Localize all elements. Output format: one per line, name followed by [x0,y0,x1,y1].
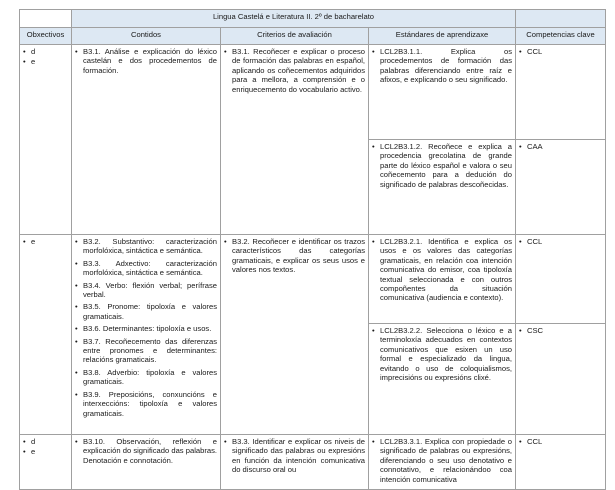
competence-item: • CSC [519,326,602,335]
standards-cell [369,235,516,324]
table-row [20,45,606,140]
objective-item: • d [23,437,68,446]
content-item: • B3.2. Substantivo: caracterización morfolóxica, sintáctica e semántica. [75,237,217,256]
header-objectives: Obxectivos [20,28,72,45]
criteria-cell [221,435,369,490]
standards-cell [369,324,516,435]
criteria-cell [221,45,369,235]
objective-item: • e [23,237,68,246]
header-contents: Contidos [72,28,221,45]
blank-corner-cell [20,10,72,28]
standards-cell [369,435,516,490]
table-title: Lingua Castelá e Literatura II. 2º de bacharelato [72,10,516,28]
content-item: • B3.5. Pronome: tipoloxía e valores gramaticais. [75,302,217,321]
table-title-filler [516,10,606,28]
standard-item: • LCL2B3.2.1. Identifica e explica os usos e os valores das categorías gramaticais, en relación coa intención comunicativa do emisor, coa tipoloxía textual seleccionada e con outros compoñentes da situación comunicativa (audiencia e contexto). [372,237,512,303]
criterion-item: • B3.2. Recoñecer e identificar os trazos característicos das categorías gramaticais, e explicar os seus usos e valores nos textos. [224,237,365,275]
standards-cell [369,140,516,235]
objective-item: • e [23,57,68,66]
standard-item: • LCL2B3.1.1. Explica os procedementos de formación das palabras diferenciando entre raíz e afixos, e explicando o seu significado. [372,47,512,85]
table-row [20,235,606,324]
contents-cell [72,435,221,490]
content-item: • B3.1. Análise e explicación do léxico castelán e dos procedementos de formación. [75,47,217,75]
standard-item: • LCL2B3.1.2. Recoñece e explica a procedencia grecolatina de grande parte do léxico español e valora o seu coñecemento para a dedución do significado de palabras descoñecidas. [372,142,512,189]
criterion-item: • B3.1. Recoñecer e explicar o proceso de formación das palabras en español, aplicando os coñecementos adquiridos para a mellora, a comprensión e o enriquecemento do vocabulario activo. [224,47,365,94]
header-competences: Competencias clave [516,28,606,45]
table-row [20,435,606,490]
competence-item: • CCL [519,437,602,446]
objectives-cell [20,235,72,435]
header-criteria: Criterios de avaliación [221,28,369,45]
table-header-row [20,28,606,45]
competence-item: • CCL [519,237,602,246]
competences-cell [516,235,606,324]
objective-item: • d [23,47,68,56]
objectives-cell [20,45,72,235]
content-item: • B3.4. Verbo: flexión verbal; perífrase verbal. [75,281,217,300]
header-standards: Estándares de aprendizaxe [369,28,516,45]
competences-cell [516,140,606,235]
objectives-cell [20,435,72,490]
content-item: • B3.7. Recoñecemento das diferenzas entre pronomes e determinantes: relacións gramaticais. [75,337,217,365]
content-item: • B3.10. Observación, reflexión e explicación do significado das palabras. Denotación e connotación. [75,437,217,465]
criterion-item: • B3.3. Identificar e explicar os niveis de significado das palabras ou expresións en función da intención comunicativa do discurso oral ou [224,437,365,475]
objective-item: • e [23,447,68,456]
competence-item: • CAA [519,142,602,151]
contents-cell [72,45,221,235]
competences-cell [516,435,606,490]
contents-cell [72,235,221,435]
competences-cell [516,45,606,140]
standard-item: • LCL2B3.2.2. Selecciona o léxico e a terminoloxía adecuados en contextos comunicativos que esixen un uso formal e especializado da lingua, evitando o uso de coloquialismos, imprecisións ou expresións clixé. [372,326,512,382]
curriculum-table [19,9,606,490]
content-item: • B3.6. Determinantes: tipoloxía e usos. [75,324,217,333]
table-title-row [20,10,606,28]
competences-cell [516,324,606,435]
content-item: • B3.9. Preposicións, conxuncións e interxeccións: tipoloxía e valores gramaticais. [75,390,217,418]
standard-item: • LCL2B3.3.1. Explica con propiedade o significado de palabras ou expresións, diferenciando o seu uso denotativo e connotativo, e relacionándoo coa intención comunicativa [372,437,512,484]
standards-cell [369,45,516,140]
competence-item: • CCL [519,47,602,56]
content-item: • B3.8. Adverbio: tipoloxía e valores gramaticais. [75,368,217,387]
content-item: • B3.3. Adxectivo: caracterización morfolóxica, sintáctica e semántica. [75,259,217,278]
criteria-cell [221,235,369,435]
